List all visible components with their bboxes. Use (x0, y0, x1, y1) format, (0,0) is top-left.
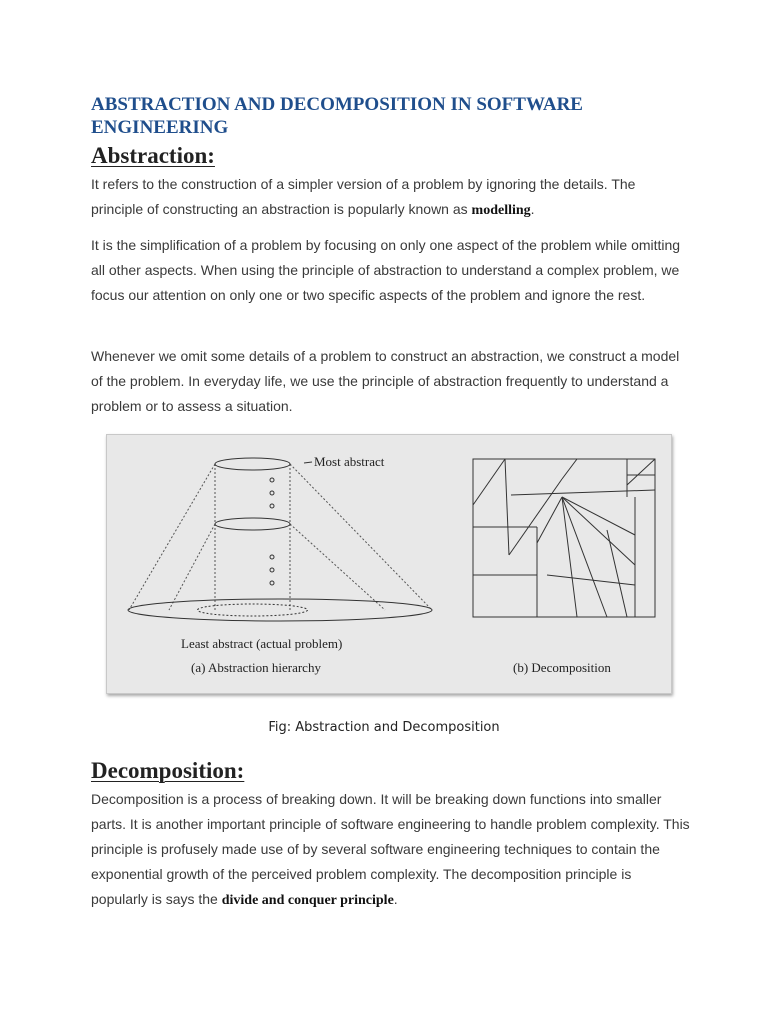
decomposition-outer-box (473, 459, 655, 617)
abstraction-hierarchy-caption: (a) Abstraction hierarchy (191, 660, 321, 675)
document-title: ABSTRACTION AND DECOMPOSITION IN SOFTWARE ENGINEERING (91, 94, 583, 138)
decomposition-heading: Decomposition: (91, 758, 245, 783)
abstraction-decomposition-figure (106, 434, 672, 694)
divide-and-conquer-term: divide and conquer principle (221, 893, 394, 908)
hierarchy-connector-lines (129, 464, 432, 610)
most-abstract-label: Most abstract (314, 454, 385, 469)
decomposition-paragraph (91, 787, 691, 913)
decomposition-diagram (473, 459, 655, 617)
inner-dashed-ellipse (198, 604, 308, 616)
hierarchy-dots (270, 478, 274, 585)
abstraction-p1-text: It refers to the construction of a simpler version of a problem by ignoring the details. The principle of constructing an abstraction is popularly known as (91, 176, 636, 217)
decomposition-p1-text: Decomposition is a process of breaking down. It will be breaking down functions into smaller parts. It is another important principle of software engineering to handle problem complexity. This principle is profusely made use of by several software engineering techniques to contain the exponential growth of the perceived problem complexity. The decomposition principle is popularly is says the (91, 791, 690, 907)
figure-caption: Fig: Abstraction and Decomposition (268, 720, 500, 735)
abstraction-paragraph-1 (91, 172, 691, 223)
decomposition-p1-end: . (393, 891, 398, 907)
figure-drawing (107, 435, 673, 695)
decomposition-caption: (b) Decomposition (513, 660, 611, 675)
most-abstract-pointer (304, 462, 312, 463)
middle-ellipse (215, 518, 290, 530)
abstraction-heading: Abstraction: (91, 143, 215, 168)
abstraction-paragraph-3: Whenever we omit some details of a problem to construct an abstraction, we construct a model of the problem. In everyday life, we use the principle of abstraction frequently to understand a problem or to assess a situation. (91, 348, 680, 414)
top-ellipse (215, 458, 290, 470)
least-abstract-label: Least abstract (actual problem) (181, 636, 343, 651)
bottom-ellipse (128, 599, 432, 621)
abstraction-hierarchy-diagram (128, 458, 432, 621)
abstraction-p1-end: . (530, 201, 535, 217)
modelling-term: modelling (471, 203, 531, 218)
abstraction-paragraph-2: It is the simplification of a problem by focusing on only one aspect of the problem while omitting all other aspects. When using the principle of abstraction to understand a complex problem, we focus our attention on only one or two specific aspects of the problem and ignore the rest. (91, 237, 681, 303)
